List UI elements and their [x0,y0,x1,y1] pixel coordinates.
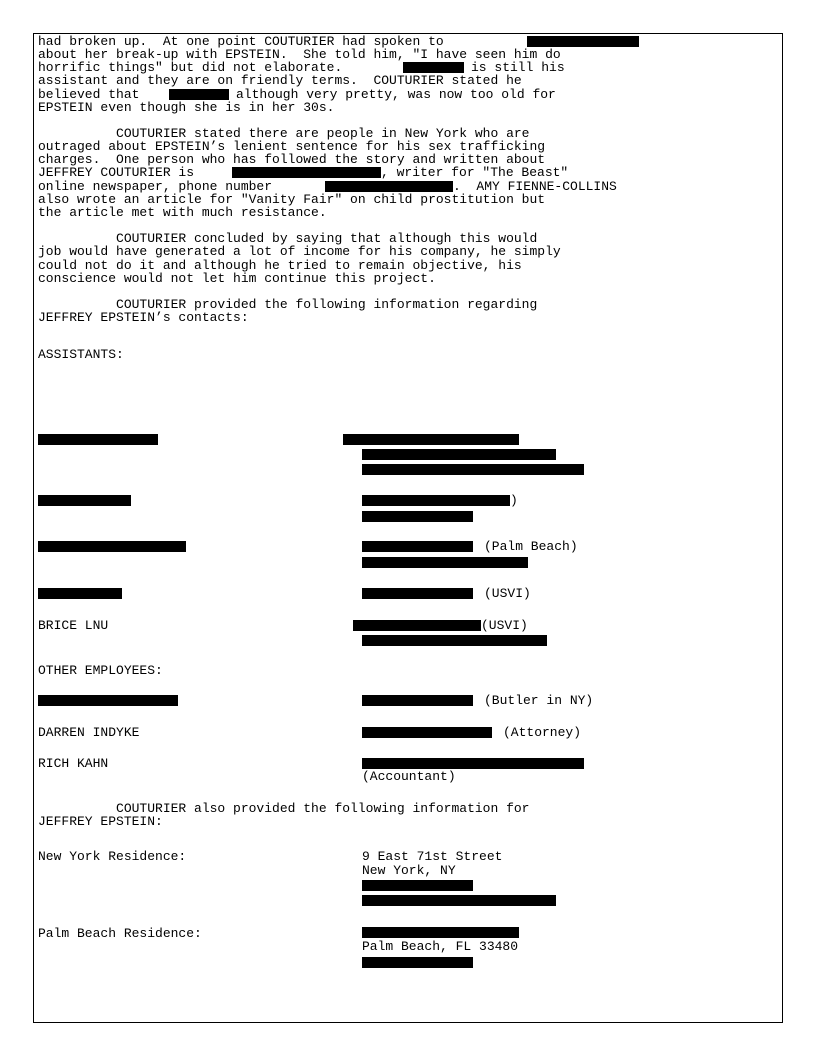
redaction [527,36,639,47]
para2-line-2: outraged about EPSTEIN’s lenient sentence for his sex trafficking [38,139,546,154]
para2-line-6: also wrote an article for "Vanity Fair" on child prostitution but [38,192,546,207]
redaction [362,557,528,568]
assistant-3-location: (Palm Beach) [484,539,578,554]
redaction [232,167,381,178]
assistant-4-location: (USVI) [484,586,531,601]
assistant-brice-location: (USVI) [481,618,528,633]
ny-address-line-1: 9 East 71st Street [362,849,503,864]
intro-line-1: had broken up. At one point COUTURIER had spoken to [38,34,444,49]
redaction [403,62,464,73]
other-employees-heading: OTHER EMPLOYEES: [38,663,163,678]
assistant-brice-name: BRICE LNU [38,618,109,633]
redaction [325,181,453,192]
para5-line-2: JEFFREY EPSTEIN: [38,814,163,829]
para2-line-5: online newspaper, phone number [38,179,273,194]
redaction [362,927,519,938]
para2-line-3: charges. One person who has followed the story and written about [38,152,546,167]
intro-line-3b: is still his [471,60,565,75]
intro-line-3: horrific things" but did not elaborate. [38,60,343,75]
redaction [38,434,158,445]
redaction [362,541,473,552]
redaction [38,695,178,706]
para2-line-5b: . AMY FIENNE-COLLINS [453,179,617,194]
para3-line-2: job would have generated a lot of income for his company, he simply [38,244,561,259]
para2-line-7: the article met with much resistance. [38,205,327,220]
intro-line-5b: although very pretty, was now too old for [236,87,556,102]
para3-line-3: could not do it and although he tried to remain objective, his [38,258,522,273]
redaction [362,695,473,706]
kahn-role: (Accountant) [362,769,456,784]
pb-address: Palm Beach, FL 33480 [362,939,519,954]
ny-residence-label: New York Residence: [38,849,187,864]
redaction [169,89,229,100]
indyke-role: (Attorney) [503,725,582,740]
intro-line-4: assistant and they are on friendly terms. COUTURIER stated he [38,73,522,88]
intro-line-2: about her break-up with EPSTEIN. She told him, "I have seen him do [38,47,561,62]
redaction [362,635,547,646]
para4-line-1: COUTURIER provided the following information regarding [38,297,538,312]
ny-address-line-2: New York, NY [362,863,456,878]
redaction [362,880,473,891]
redaction [38,588,122,599]
para4-line-2: JEFFREY EPSTEIN’s contacts: [38,310,249,325]
redaction [362,464,584,475]
assistants-heading: ASSISTANTS: [38,347,124,362]
para2-line-1: COUTURIER stated there are people in New York who are [38,126,530,141]
kahn-name: RICH KAHN [38,756,109,771]
redaction [362,511,473,522]
redaction [362,588,473,599]
para3-line-1: COUTURIER concluded by saying that although this would [38,231,538,246]
para3-line-4: conscience would not let him continue this project. [38,271,436,286]
redaction [38,495,131,506]
assistant-2-note: ) [510,493,518,508]
redaction [343,434,519,445]
para5-line-1: COUTURIER also provided the following information for [38,801,530,816]
para2-line-4b: , writer for "The Beast" [381,165,569,180]
pb-residence-label: Palm Beach Residence: [38,926,202,941]
redaction [362,449,556,460]
redaction [353,620,481,631]
intro-line-6: EPSTEIN even though she is in her 30s. [38,100,335,115]
para2-line-4: JEFFREY COUTURIER is [38,165,195,180]
redaction [362,957,473,968]
redaction [362,758,584,769]
redaction [362,727,492,738]
redaction [362,495,510,506]
redaction [362,895,556,906]
butler-role: (Butler in NY) [484,693,594,708]
intro-line-5: believed that [38,87,140,102]
redaction [38,541,186,552]
indyke-name: DARREN INDYKE [38,725,140,740]
